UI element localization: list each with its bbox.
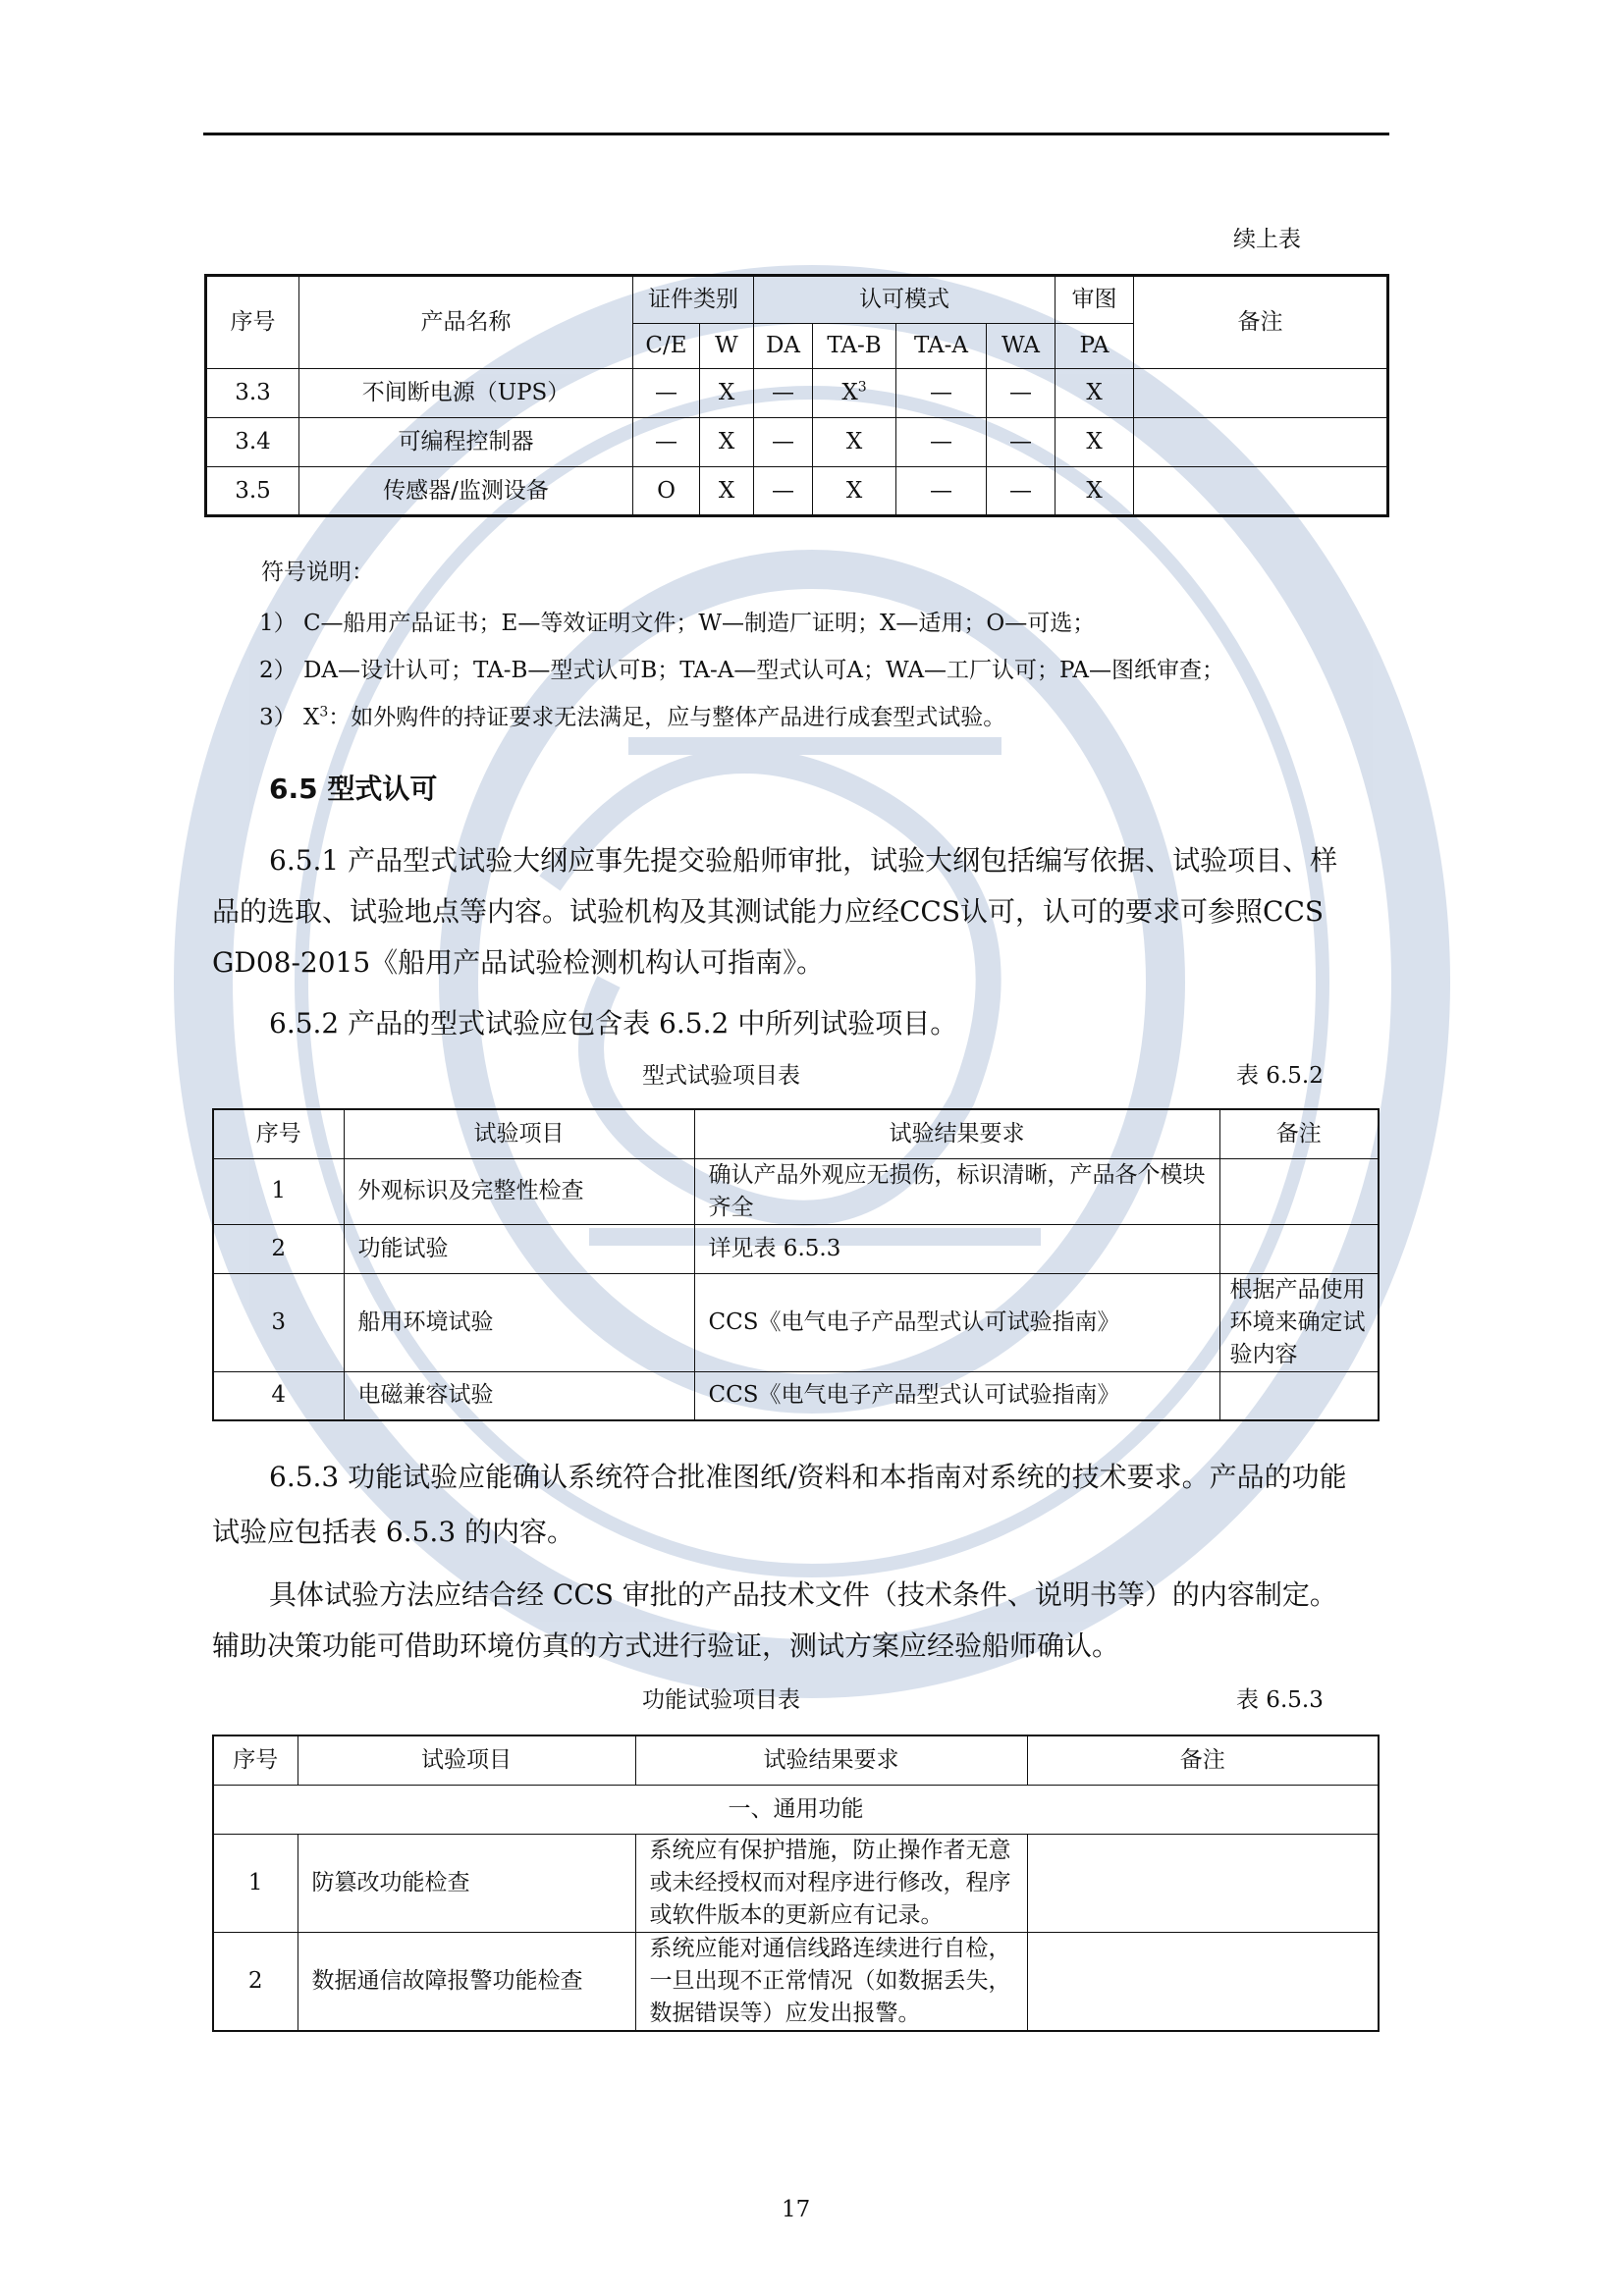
group-row-general: 一、通用功能: [213, 1785, 1379, 1834]
type-test-table: [212, 1108, 1380, 1421]
col-header-remarks: 备注: [1027, 1735, 1379, 1785]
col-header-no: 序号: [213, 1735, 298, 1785]
col-header-cert-type: 证件类别: [633, 276, 754, 324]
col-header-review: 审图: [1056, 276, 1134, 324]
col-header-ce: C/E: [633, 324, 700, 369]
col-header-da: DA: [754, 324, 813, 369]
function-test-table: [212, 1735, 1380, 2032]
para-method-line-1: 具体试验方法应结合经 CCS 审批的产品技术文件（技术条件、说明书等）的内容制定。: [269, 1578, 1337, 1611]
col-header-no: 序号: [206, 276, 299, 369]
col-header-item: 试验项目: [298, 1735, 635, 1785]
table-row: 3 船用环境试验 CCS《电气电子产品型式认可试验指南》 根据产品使用环境来确定试验内容: [213, 1273, 1379, 1371]
col-header-w: W: [700, 324, 754, 369]
note-1: 1） C—船用产品证书；E—等效证明文件；W—制造厂证明；X—适用；O—可选；: [259, 611, 1096, 636]
table-row: 2 功能试验 详见表 6.5.3: [213, 1224, 1379, 1273]
col-header-remarks: 备注: [1219, 1109, 1379, 1158]
para-6-5-1-line-2: 品的选取、试验地点等内容。试验机构及其测试能力应经CCS认可，认可的要求可参照CCS: [212, 895, 1325, 928]
para-method-line-2: 辅助决策功能可借助环境仿真的方式进行验证，测试方案应经验船师确认。: [212, 1629, 1120, 1662]
table-row: 3.3 不间断电源（UPS） — X — $X^3$ — — X: [206, 369, 1388, 418]
para-6-5-1-line-3: GD08-2015《船用产品试验检测机构认可指南》。: [212, 946, 825, 979]
product-table: [204, 274, 1389, 517]
section-heading-6-5: 6.5 型式认可: [269, 773, 438, 805]
table-row: 3.5 传感器/监测设备 O X — X — — X: [206, 467, 1388, 516]
col-header-name: 产品名称: [299, 276, 633, 369]
table-row: 3.4 可编程控制器 — X — X — — X: [206, 418, 1388, 467]
col-header-item: 试验项目: [344, 1109, 694, 1158]
col-header-taa: TA-A: [896, 324, 987, 369]
table-row: 4 电磁兼容试验 CCS《电气电子产品型式认可试验指南》: [213, 1371, 1379, 1420]
table-row: 1 防篡改功能检查 系统应有保护措施，防止操作者无意或未经授权而对程序进行修改，程序或软件版本的更新应有记录。: [213, 1834, 1379, 1932]
continued-label: 续上表: [1233, 227, 1301, 252]
col-header-req: 试验结果要求: [635, 1735, 1027, 1785]
para-6-5-1-line-1: 6.5.1 产品型式试验大纲应事先提交验船师审批，试验大纲包括编写依据、试验项目、样: [269, 844, 1338, 877]
col-header-no: 序号: [213, 1109, 344, 1158]
notes-title: 符号说明：: [261, 560, 374, 585]
col-header-wa: WA: [987, 324, 1056, 369]
para-6-5-2: 6.5.2 产品的型式试验应包含表 6.5.2 中所列试验项目。: [269, 1007, 958, 1040]
table-row: 1 外观标识及完整性检查 确认产品外观应无损伤，标识清晰，产品各个模块齐全: [213, 1158, 1379, 1224]
col-header-approval-mode: 认可模式: [754, 276, 1056, 324]
para-6-5-3-line-2: 试验应包括表 6.5.3 的内容。: [212, 1516, 575, 1548]
table-6-5-2-number: 表 6.5.2: [1236, 1063, 1324, 1089]
table-6-5-2-caption: 型式试验项目表: [642, 1063, 800, 1089]
table-6-5-3-caption: 功能试验项目表: [642, 1687, 800, 1713]
col-header-pa: PA: [1056, 324, 1134, 369]
para-6-5-3-line-1: 6.5.3 功能试验应能确认系统符合批准图纸/资料和本指南对系统的技术要求。产品的功能: [269, 1461, 1347, 1493]
col-header-remarks: 备注: [1134, 276, 1388, 369]
table-6-5-3-number: 表 6.5.3: [1236, 1687, 1324, 1713]
page-number: 17: [782, 2197, 811, 2222]
col-header-req: 试验结果要求: [694, 1109, 1219, 1158]
header-rule: [203, 133, 1389, 135]
table-row: 2 数据通信故障报警功能检查 系统应能对通信线路连续进行自检，一旦出现不正常情况（如数据丢失，数据错误等）应发出报警。: [213, 1932, 1379, 2031]
note-3: 3） $X^3$：如外购件的持证要求无法满足，应与整体产品进行成套型式试验。: [259, 704, 1006, 730]
note-2: 2） DA—设计认可；TA-B—型式认可B；TA-A—型式认可A；WA—工厂认可；PA—图纸审查；: [259, 658, 1225, 683]
col-header-tab: TA-B: [813, 324, 896, 369]
